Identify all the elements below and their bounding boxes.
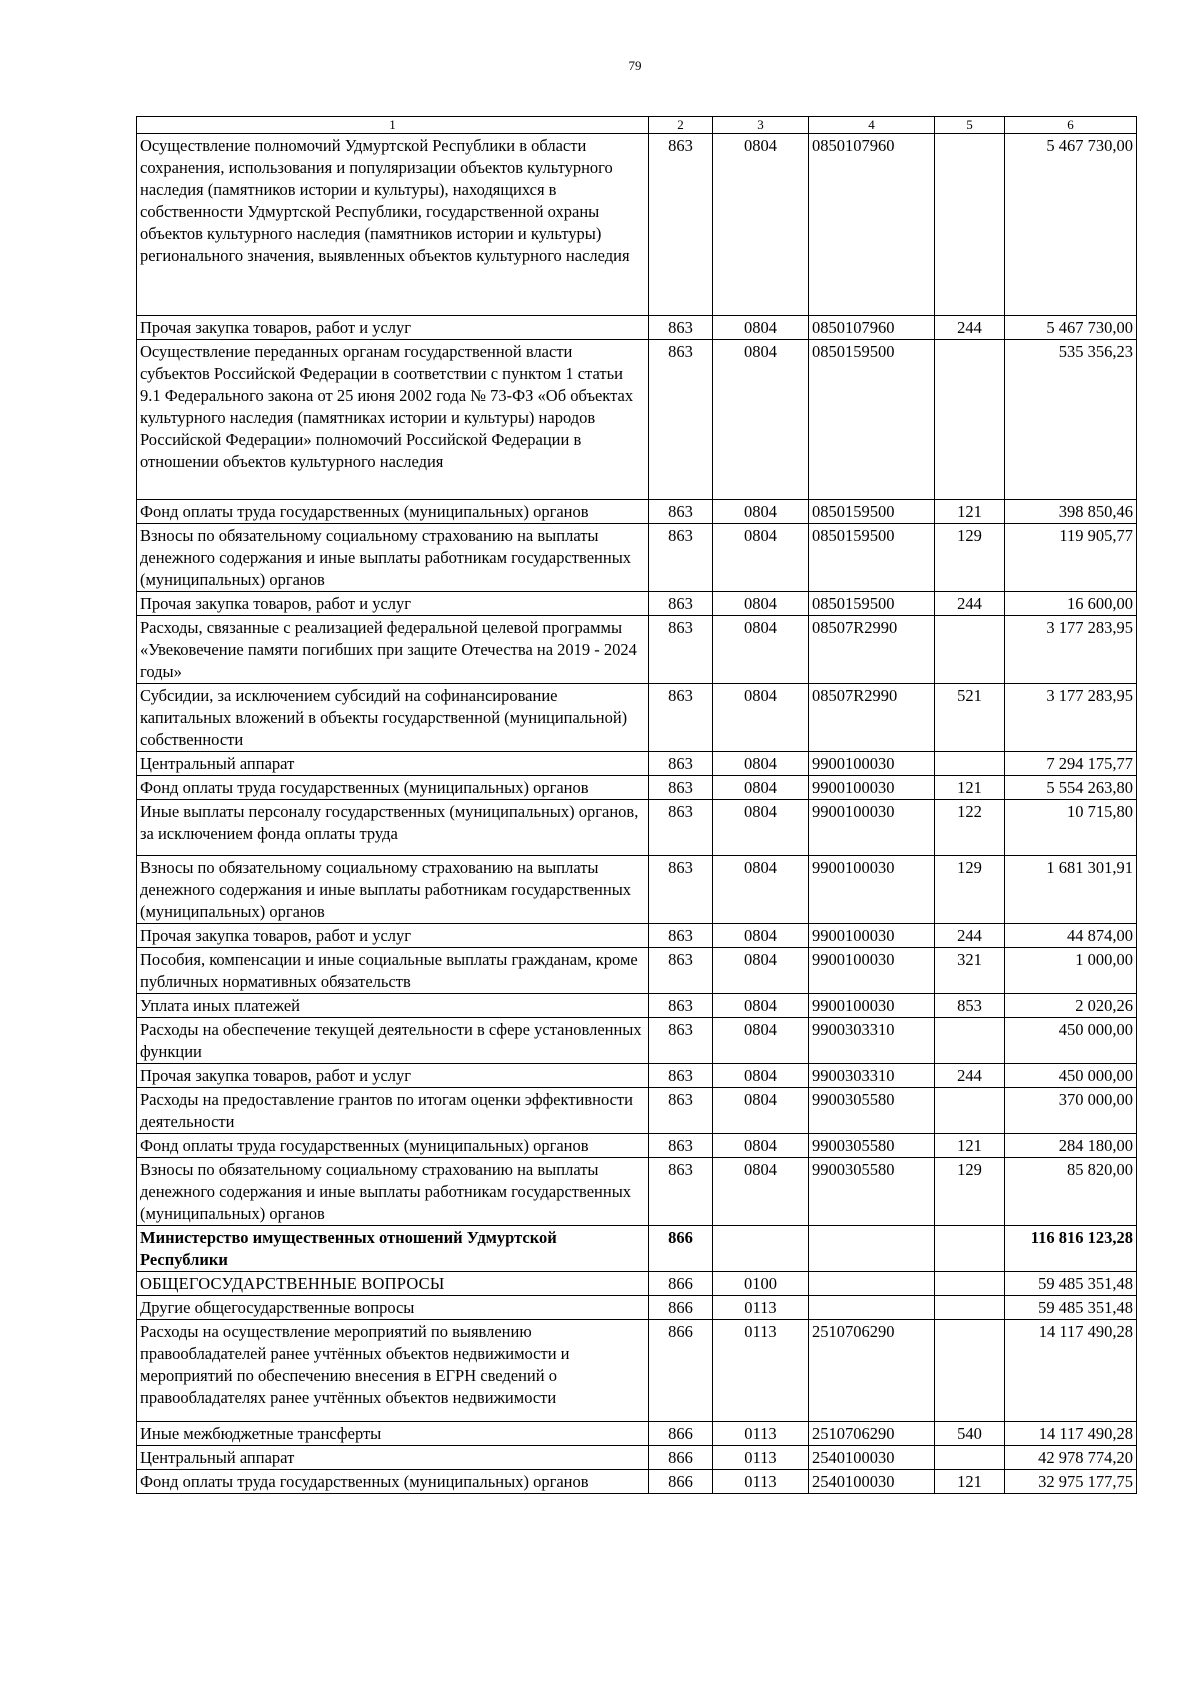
row-section: 0804 xyxy=(713,524,809,592)
row-name: Пособия, компенсации и иные социальные выплаты гражданам, кроме публичных нормативных обязательств xyxy=(137,948,649,994)
row-section: 0113 xyxy=(713,1296,809,1320)
row-name: Иные межбюджетные трансферты xyxy=(137,1422,649,1446)
row-name: Уплата иных платежей xyxy=(137,994,649,1018)
row-section xyxy=(713,1226,809,1272)
row-section: 0804 xyxy=(713,948,809,994)
table-row xyxy=(137,1272,1137,1296)
row-grbs: 866 xyxy=(649,1272,713,1296)
row-section: 0804 xyxy=(713,340,809,500)
row-section: 0804 xyxy=(713,752,809,776)
row-name: Центральный аппарат xyxy=(137,752,649,776)
row-expense-type: 129 xyxy=(935,1158,1005,1226)
row-expense-type xyxy=(935,1226,1005,1272)
row-amount: 119 905,77 xyxy=(1005,524,1137,592)
table-row xyxy=(137,1320,1137,1422)
table-row xyxy=(137,948,1137,994)
row-target-code: 0850159500 xyxy=(809,340,935,500)
header-col-5: 5 xyxy=(935,117,1005,134)
row-expense-type: 244 xyxy=(935,924,1005,948)
row-target-code: 9900305580 xyxy=(809,1088,935,1134)
row-target-code: 9900305580 xyxy=(809,1158,935,1226)
row-amount: 535 356,23 xyxy=(1005,340,1137,500)
row-section: 0804 xyxy=(713,1088,809,1134)
header-col-3: 3 xyxy=(713,117,809,134)
row-grbs: 863 xyxy=(649,800,713,856)
row-amount: 7 294 175,77 xyxy=(1005,752,1137,776)
row-target-code: 0850159500 xyxy=(809,500,935,524)
row-section: 0804 xyxy=(713,776,809,800)
row-amount: 10 715,80 xyxy=(1005,800,1137,856)
row-grbs: 866 xyxy=(649,1422,713,1446)
row-amount: 284 180,00 xyxy=(1005,1134,1137,1158)
row-amount: 14 117 490,28 xyxy=(1005,1422,1137,1446)
row-expense-type: 121 xyxy=(935,1134,1005,1158)
row-expense-type: 129 xyxy=(935,856,1005,924)
row-expense-type xyxy=(935,134,1005,316)
row-target-code: 9900100030 xyxy=(809,924,935,948)
row-section: 0804 xyxy=(713,684,809,752)
row-amount: 398 850,46 xyxy=(1005,500,1137,524)
table-row xyxy=(137,856,1137,924)
row-name: Осуществление полномочий Удмуртской Республики в области сохранения, использования и популяризации объектов культурного наследия (памятников истории и культуры), находящихся в собственности Удмуртской Республики, государственной охраны объектов культурного наследия (памятников истории и культуры) регионального значения, выявленных объектов культурного наследия xyxy=(137,134,649,316)
row-expense-type: 853 xyxy=(935,994,1005,1018)
row-name: Иные выплаты персоналу государственных (муниципальных) органов, за исключением фонда оплаты труда xyxy=(137,800,649,856)
row-section: 0804 xyxy=(713,1134,809,1158)
row-expense-type: 121 xyxy=(935,1470,1005,1494)
row-target-code xyxy=(809,1296,935,1320)
row-amount: 44 874,00 xyxy=(1005,924,1137,948)
row-amount: 5 467 730,00 xyxy=(1005,316,1137,340)
table-row xyxy=(137,684,1137,752)
row-grbs: 863 xyxy=(649,1064,713,1088)
row-expense-type xyxy=(935,1018,1005,1064)
row-grbs: 863 xyxy=(649,994,713,1018)
table-row xyxy=(137,592,1137,616)
row-expense-type xyxy=(935,1296,1005,1320)
row-target-code: 08507R2990 xyxy=(809,616,935,684)
row-amount: 59 485 351,48 xyxy=(1005,1296,1137,1320)
row-amount: 14 117 490,28 xyxy=(1005,1320,1137,1422)
table-row xyxy=(137,800,1137,856)
row-name: Центральный аппарат xyxy=(137,1446,649,1470)
table-row xyxy=(137,340,1137,500)
row-target-code: 2540100030 xyxy=(809,1470,935,1494)
table-row xyxy=(137,134,1137,316)
row-name: Прочая закупка товаров, работ и услуг xyxy=(137,592,649,616)
row-name: Расходы на осуществление мероприятий по выявлению правообладателей ранее учтённых объектов недвижимости и мероприятий по обеспечению внесения в ЕГРН сведений о правообладателях ранее учтённых объектов недвижимости xyxy=(137,1320,649,1422)
row-target-code: 2510706290 xyxy=(809,1422,935,1446)
row-section: 0113 xyxy=(713,1422,809,1446)
row-section: 0100 xyxy=(713,1272,809,1296)
row-target-code: 9900100030 xyxy=(809,948,935,994)
row-amount: 1 681 301,91 xyxy=(1005,856,1137,924)
row-target-code: 9900303310 xyxy=(809,1064,935,1088)
header-col-2: 2 xyxy=(649,117,713,134)
row-amount: 116 816 123,28 xyxy=(1005,1226,1137,1272)
row-expense-type xyxy=(935,752,1005,776)
row-name: Взносы по обязательному социальному страхованию на выплаты денежного содержания и иные выплаты работникам государственных (муниципальных) органов xyxy=(137,856,649,924)
row-name: Расходы на обеспечение текущей деятельности в сфере установленных функции xyxy=(137,1018,649,1064)
row-target-code: 2540100030 xyxy=(809,1446,935,1470)
row-target-code: 0850159500 xyxy=(809,592,935,616)
row-expense-type: 244 xyxy=(935,592,1005,616)
row-name: Фонд оплаты труда государственных (муниципальных) органов xyxy=(137,776,649,800)
row-name: Прочая закупка товаров, работ и услуг xyxy=(137,1064,649,1088)
row-section: 0804 xyxy=(713,592,809,616)
row-grbs: 866 xyxy=(649,1446,713,1470)
row-section: 0804 xyxy=(713,616,809,684)
row-name: Фонд оплаты труда государственных (муниципальных) органов xyxy=(137,1134,649,1158)
table-row xyxy=(137,1226,1137,1272)
row-section: 0804 xyxy=(713,134,809,316)
row-expense-type xyxy=(935,1272,1005,1296)
table-row xyxy=(137,1296,1137,1320)
row-grbs: 863 xyxy=(649,134,713,316)
table-row xyxy=(137,1422,1137,1446)
row-grbs: 863 xyxy=(649,948,713,994)
row-grbs: 863 xyxy=(649,524,713,592)
row-name: Другие общегосударственные вопросы xyxy=(137,1296,649,1320)
row-section: 0804 xyxy=(713,500,809,524)
row-target-code: 0850107960 xyxy=(809,316,935,340)
table-row xyxy=(137,1446,1137,1470)
row-target-code: 9900100030 xyxy=(809,856,935,924)
row-name: Расходы, связанные с реализацией федеральной целевой программы «Увековечение памяти погибших при защите Отечества на 2019 - 2024 годы» xyxy=(137,616,649,684)
header-col-4: 4 xyxy=(809,117,935,134)
row-expense-type: 129 xyxy=(935,524,1005,592)
table-row xyxy=(137,1018,1137,1064)
row-grbs: 863 xyxy=(649,1088,713,1134)
table-row xyxy=(137,1470,1137,1494)
row-grbs: 863 xyxy=(649,856,713,924)
row-grbs: 863 xyxy=(649,316,713,340)
row-amount: 5 554 263,80 xyxy=(1005,776,1137,800)
table-row xyxy=(137,316,1137,340)
row-target-code: 9900303310 xyxy=(809,1018,935,1064)
row-amount: 59 485 351,48 xyxy=(1005,1272,1137,1296)
table-row xyxy=(137,524,1137,592)
row-target-code: 9900100030 xyxy=(809,800,935,856)
row-name: Осуществление переданных органам государственной власти субъектов Российской Федерации в соответствии с пунктом 1 статьи 9.1 Федерального закона от 25 июня 2002 года № 73-ФЗ «Об объектах культурного наследия (памятниках истории и культуры) народов Российской Федерации» полномочий Российской Федерации в отношении объектов культурного наследия xyxy=(137,340,649,500)
row-target-code: 0850107960 xyxy=(809,134,935,316)
row-name: Субсидии, за исключением субсидий на софинансирование капитальных вложений в объекты государственной (муниципальной) собственности xyxy=(137,684,649,752)
row-target-code: 2510706290 xyxy=(809,1320,935,1422)
row-section: 0113 xyxy=(713,1470,809,1494)
table-row xyxy=(137,1158,1137,1226)
row-grbs: 866 xyxy=(649,1320,713,1422)
row-grbs: 866 xyxy=(649,1226,713,1272)
row-section: 0804 xyxy=(713,924,809,948)
row-section: 0804 xyxy=(713,1158,809,1226)
row-amount: 3 177 283,95 xyxy=(1005,684,1137,752)
row-section: 0804 xyxy=(713,1018,809,1064)
row-grbs: 863 xyxy=(649,924,713,948)
row-grbs: 863 xyxy=(649,1134,713,1158)
row-name: Фонд оплаты труда государственных (муниципальных) органов xyxy=(137,1470,649,1494)
row-target-code: 9900305580 xyxy=(809,1134,935,1158)
row-expense-type: 122 xyxy=(935,800,1005,856)
row-amount: 2 020,26 xyxy=(1005,994,1137,1018)
row-name: Министерство имущественных отношений Удмуртской Республики xyxy=(137,1226,649,1272)
row-section: 0113 xyxy=(713,1446,809,1470)
row-expense-type xyxy=(935,1446,1005,1470)
table-header-row xyxy=(137,117,1137,134)
row-expense-type: 244 xyxy=(935,1064,1005,1088)
row-expense-type xyxy=(935,1088,1005,1134)
row-expense-type: 521 xyxy=(935,684,1005,752)
row-grbs: 863 xyxy=(649,616,713,684)
row-target-code xyxy=(809,1226,935,1272)
row-grbs: 863 xyxy=(649,592,713,616)
row-section: 0804 xyxy=(713,800,809,856)
table-row xyxy=(137,994,1137,1018)
row-grbs: 863 xyxy=(649,1158,713,1226)
row-grbs: 863 xyxy=(649,752,713,776)
row-amount: 85 820,00 xyxy=(1005,1158,1137,1226)
row-target-code: 0850159500 xyxy=(809,524,935,592)
table-row xyxy=(137,924,1137,948)
row-grbs: 863 xyxy=(649,1018,713,1064)
row-expense-type xyxy=(935,1320,1005,1422)
page-number: 79 xyxy=(628,58,642,73)
row-amount: 450 000,00 xyxy=(1005,1064,1137,1088)
row-target-code: 9900100030 xyxy=(809,752,935,776)
header-col-1: 1 xyxy=(137,117,649,134)
row-name: Взносы по обязательному социальному страхованию на выплаты денежного содержания и иные выплаты работникам государственных (муниципальных) органов xyxy=(137,1158,649,1226)
table-row xyxy=(137,1088,1137,1134)
row-expense-type xyxy=(935,340,1005,500)
row-grbs: 863 xyxy=(649,340,713,500)
row-expense-type: 321 xyxy=(935,948,1005,994)
row-amount: 16 600,00 xyxy=(1005,592,1137,616)
table-row xyxy=(137,1064,1137,1088)
row-amount: 42 978 774,20 xyxy=(1005,1446,1137,1470)
row-amount: 370 000,00 xyxy=(1005,1088,1137,1134)
table-row xyxy=(137,500,1137,524)
row-name: ОБЩЕГОСУДАРСТВЕННЫЕ ВОПРОСЫ xyxy=(137,1272,649,1296)
row-grbs: 866 xyxy=(649,1296,713,1320)
row-name: Прочая закупка товаров, работ и услуг xyxy=(137,924,649,948)
row-amount: 450 000,00 xyxy=(1005,1018,1137,1064)
row-expense-type: 121 xyxy=(935,776,1005,800)
row-target-code xyxy=(809,1272,935,1296)
budget-table xyxy=(136,116,1137,1494)
row-expense-type xyxy=(935,616,1005,684)
row-expense-type: 121 xyxy=(935,500,1005,524)
row-amount: 5 467 730,00 xyxy=(1005,134,1137,316)
row-name: Прочая закупка товаров, работ и услуг xyxy=(137,316,649,340)
row-section: 0804 xyxy=(713,856,809,924)
header-col-6: 6 xyxy=(1005,117,1137,134)
row-name: Фонд оплаты труда государственных (муниципальных) органов xyxy=(137,500,649,524)
row-name: Расходы на предоставление грантов по итогам оценки эффективности деятельности xyxy=(137,1088,649,1134)
row-target-code: 9900100030 xyxy=(809,776,935,800)
row-target-code: 9900100030 xyxy=(809,994,935,1018)
row-amount: 1 000,00 xyxy=(1005,948,1137,994)
row-expense-type: 244 xyxy=(935,316,1005,340)
row-amount: 32 975 177,75 xyxy=(1005,1470,1137,1494)
row-grbs: 866 xyxy=(649,1470,713,1494)
row-section: 0804 xyxy=(713,1064,809,1088)
row-amount: 3 177 283,95 xyxy=(1005,616,1137,684)
row-grbs: 863 xyxy=(649,500,713,524)
table-row xyxy=(137,776,1137,800)
table-row xyxy=(137,616,1137,684)
row-grbs: 863 xyxy=(649,776,713,800)
row-section: 0113 xyxy=(713,1320,809,1422)
row-grbs: 863 xyxy=(649,684,713,752)
table-row xyxy=(137,1134,1137,1158)
row-section: 0804 xyxy=(713,994,809,1018)
row-name: Взносы по обязательному социальному страхованию на выплаты денежного содержания и иные выплаты работникам государственных (муниципальных) органов xyxy=(137,524,649,592)
row-section: 0804 xyxy=(713,316,809,340)
row-target-code: 08507R2990 xyxy=(809,684,935,752)
table-row xyxy=(137,752,1137,776)
row-expense-type: 540 xyxy=(935,1422,1005,1446)
